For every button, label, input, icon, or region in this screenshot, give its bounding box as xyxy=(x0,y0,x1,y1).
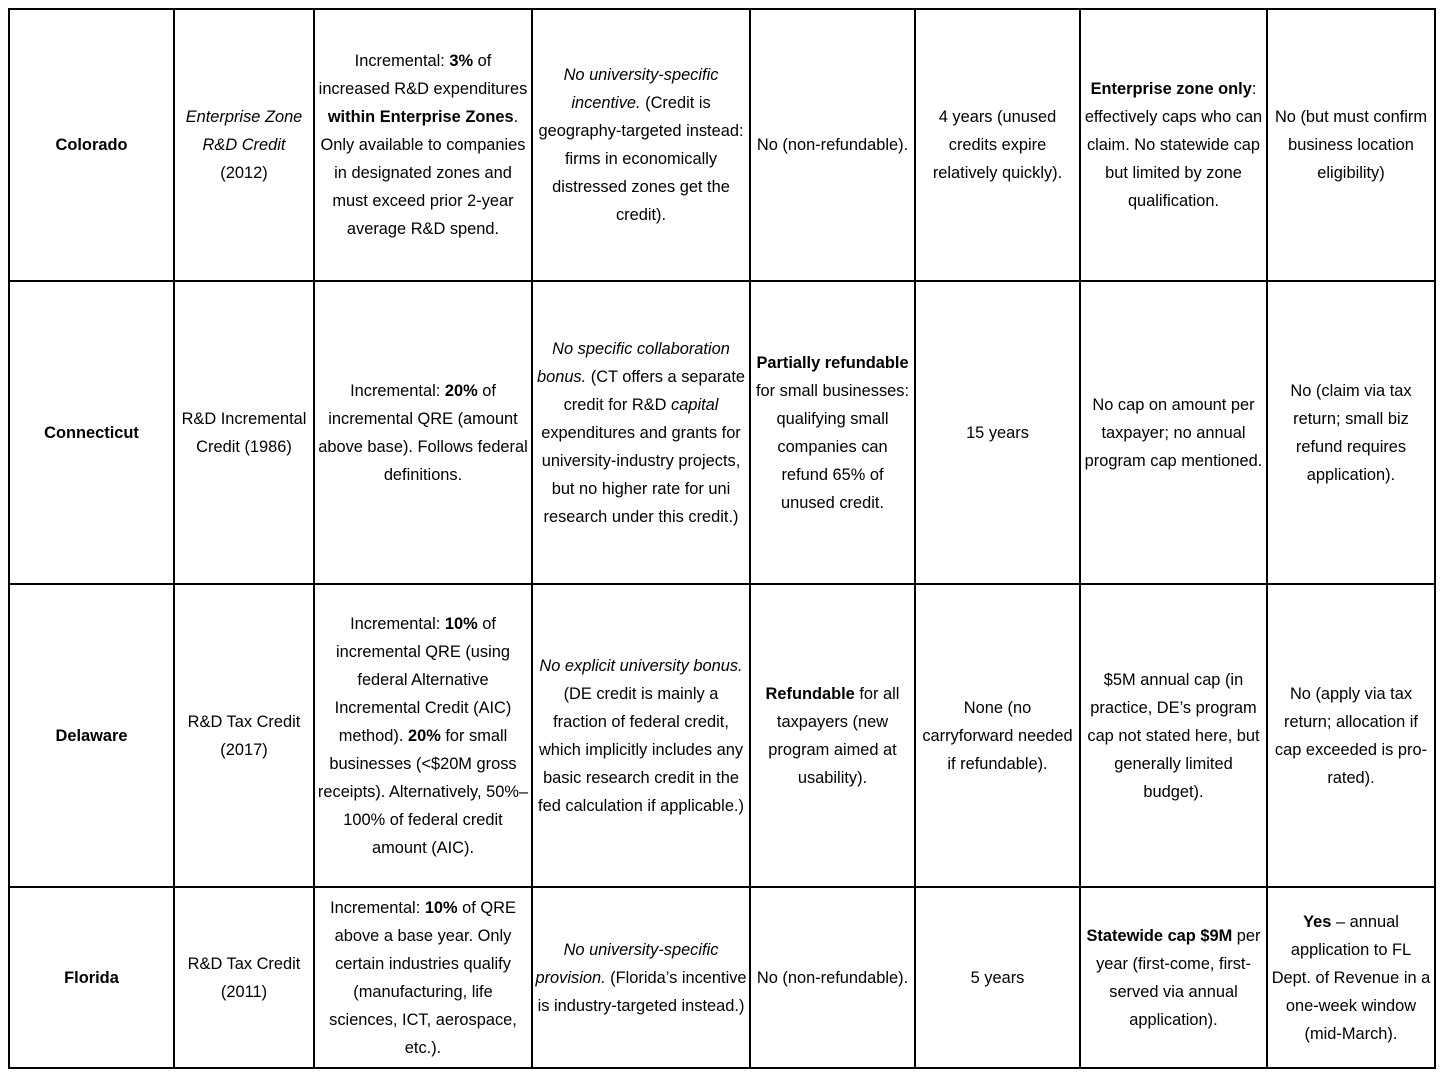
cell-text: capital xyxy=(671,395,719,414)
credit-rate-cell xyxy=(314,9,532,281)
cell-text: expenditures and grants for university-industry projects, but no higher rate for uni research under this credit.) xyxy=(541,423,741,526)
cell-text: 10% xyxy=(424,898,458,917)
cell-text: $5M annual cap (in practice, DE’s program cap not stated here, but generally limited budget). xyxy=(1087,670,1260,801)
cell-text: 5 years xyxy=(970,968,1025,987)
state-rd-credit-table xyxy=(8,8,1436,1069)
cell-text: No university-specific provision. xyxy=(535,940,719,987)
refundability-cell xyxy=(750,281,915,584)
cell-text: (Florida’s incentive is industry-targeted instead.) xyxy=(537,968,747,1015)
cap-cell xyxy=(1080,887,1267,1068)
cell-text: of incremental QRE (amount above base). Follows federal definitions. xyxy=(318,381,528,484)
carryforward-cell xyxy=(915,281,1080,584)
cell-text: per year (first-come, first-served via annual application). xyxy=(1096,926,1261,1029)
table-row xyxy=(9,584,1435,887)
cell-text: 10% xyxy=(444,614,478,633)
carryforward-cell xyxy=(915,584,1080,887)
cell-text: Enterprise Zone R&D Credit xyxy=(185,108,303,154)
credit-rate-cell xyxy=(314,584,532,887)
program-cell xyxy=(174,281,314,584)
program-cell xyxy=(174,887,314,1068)
state-cell: Colorado xyxy=(9,9,174,281)
credit-rate-cell xyxy=(314,887,532,1068)
cap-cell xyxy=(1080,584,1267,887)
cell-text: No (but must confirm business location eligibility) xyxy=(1274,108,1428,182)
cap-cell xyxy=(1080,281,1267,584)
cell-text: (CT offers a separate credit for R&D xyxy=(563,367,746,414)
carryforward-cell xyxy=(915,887,1080,1068)
cell-text: No cap on amount per taxpayer; no annual program cap mentioned. xyxy=(1084,395,1263,470)
cell-text: No university-specific incentive. xyxy=(563,66,719,112)
refundability-cell xyxy=(750,9,915,281)
cell-text: Enterprise zone only xyxy=(1090,80,1252,98)
preapproval-cell xyxy=(1267,887,1435,1068)
state-cell: Connecticut xyxy=(9,281,174,584)
cell-text: of incremental QRE (using federal Alternative Incremental Credit (AIC) method). xyxy=(334,614,512,745)
cell-text: – annual application to FL Dept. of Revenue in a one-week window (mid-March). xyxy=(1271,912,1431,1043)
cell-text: Incremental: xyxy=(330,898,425,917)
cell-text: (DE credit is mainly a fraction of federal credit, which implicitly includes any basic research credit in the fed calculation if applicable.) xyxy=(538,684,744,815)
cell-text: Partially refundable xyxy=(756,353,909,372)
cell-text: 20% xyxy=(407,726,441,745)
state-cell: Florida xyxy=(9,887,174,1068)
cell-text: No (non-refundable). xyxy=(756,136,909,154)
refundability-cell xyxy=(750,887,915,1068)
program-cell xyxy=(174,584,314,887)
cell-text: for small businesses (<$20M gross receipts). Alternatively, 50%–100% of federal credit amount (AIC). xyxy=(317,726,529,857)
cell-text: No (claim via tax return; small biz refund requires application). xyxy=(1290,381,1412,484)
cell-text: Incremental: xyxy=(350,614,445,633)
cell-text: of QRE above a base year. Only certain industries qualify (manufacturing, life sciences, ICT, aerospace, etc.). xyxy=(329,898,517,1057)
cell-text: Statewide cap $9M xyxy=(1086,926,1233,945)
cell-text: for all taxpayers (new program aimed at usability). xyxy=(768,684,900,787)
cell-text: (2012) xyxy=(220,164,268,182)
university-incentive-cell xyxy=(532,9,750,281)
cell-text: (Credit is geography-targeted instead: firms in economically distressed zones get the credit). xyxy=(538,94,744,224)
cell-text: : effectively caps who can claim. No statewide cap but limited by zone qualification. xyxy=(1084,80,1263,210)
university-incentive-cell xyxy=(532,584,750,887)
state-cell: Delaware xyxy=(9,584,174,887)
cell-text: 15 years xyxy=(966,423,1029,442)
cell-text: 4 years (unused credits expire relatively quickly). xyxy=(932,108,1063,182)
preapproval-cell xyxy=(1267,9,1435,281)
university-incentive-cell xyxy=(532,887,750,1068)
cell-text: No specific collaboration bonus. xyxy=(536,339,730,386)
cell-text: R&D Incremental Credit (1986) xyxy=(181,409,307,456)
program-cell xyxy=(174,9,314,281)
cell-text: None (no carryforward needed if refundable). xyxy=(922,698,1073,773)
cell-text: No explicit university bonus. xyxy=(539,656,743,675)
cell-text: 3% xyxy=(449,52,474,70)
university-incentive-cell xyxy=(532,281,750,584)
cell-text: within Enterprise Zones xyxy=(327,108,514,126)
preapproval-cell xyxy=(1267,584,1435,887)
cell-text: Incremental: xyxy=(350,381,445,400)
cell-text: No (apply via tax return; allocation if cap exceeded is pro-rated). xyxy=(1274,684,1428,787)
cell-text: R&D Tax Credit (2011) xyxy=(187,954,301,1001)
table-row xyxy=(9,887,1435,1068)
preapproval-cell xyxy=(1267,281,1435,584)
cell-text: Refundable xyxy=(765,684,855,703)
cell-text: No (non-refundable). xyxy=(756,968,909,987)
table-row xyxy=(9,281,1435,584)
cap-cell xyxy=(1080,9,1267,281)
table-row xyxy=(9,9,1435,281)
cell-text: Yes xyxy=(1303,912,1332,931)
cell-text: for small businesses: qualifying small companies can refund 65% of unused credit. xyxy=(755,381,910,512)
cell-text: . Only available to companies in designated zones and must exceed prior 2-year average R&D spend. xyxy=(320,108,526,238)
cell-text: Incremental: xyxy=(354,52,450,70)
cell-text: R&D Tax Credit (2017) xyxy=(187,712,301,759)
cell-text: of increased R&D expenditures xyxy=(318,52,528,98)
refundability-cell xyxy=(750,584,915,887)
carryforward-cell xyxy=(915,9,1080,281)
cell-text: 20% xyxy=(444,381,478,400)
credit-rate-cell xyxy=(314,281,532,584)
